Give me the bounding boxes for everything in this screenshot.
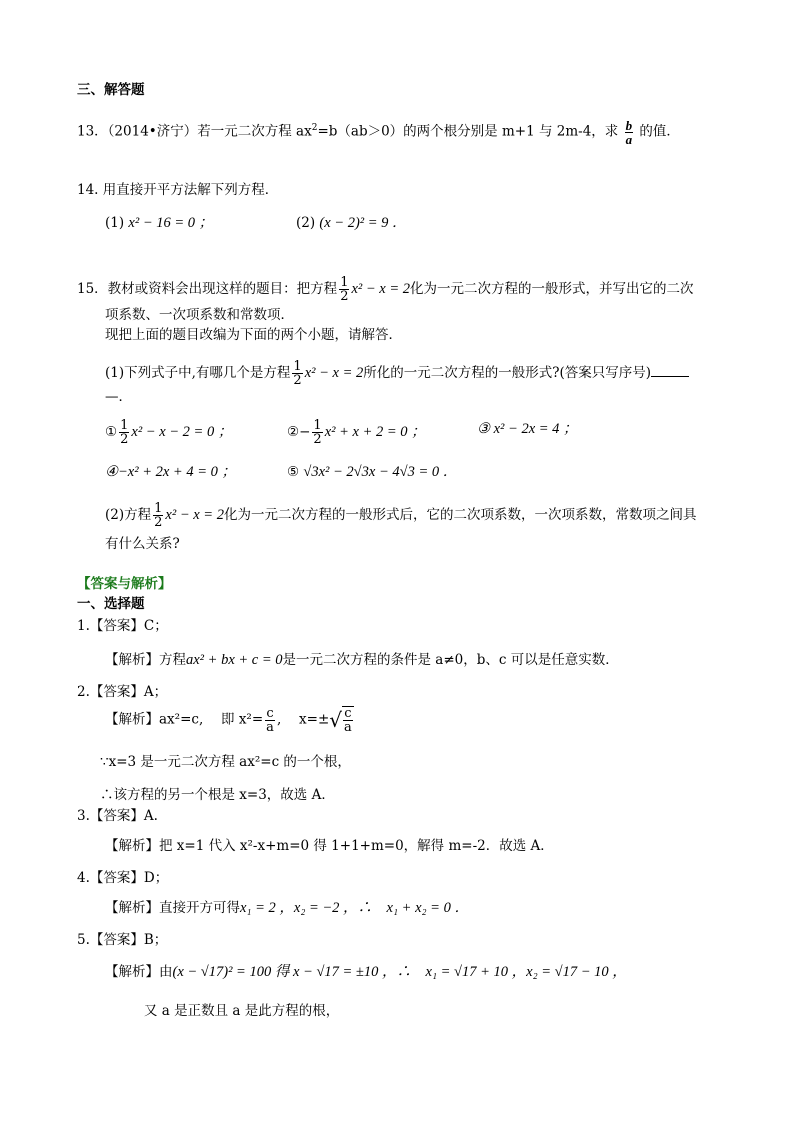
answer-3-head: 3.【答案】A. [77, 808, 158, 824]
answer-3-body: 【解析】把 x=1 代入 x²-x+m=0 得 1+1+m=0，解得 m=-2．故选 A． [105, 838, 554, 854]
question-15-sub-1: (1)下列式子中,有哪几个是方程 $\frac{1}{2}$ x² − x = 2所化的一元二次方程的一般形式?(答案只写序号) [105, 360, 689, 387]
question-15-line-1: 15．教材或资料会出现这样的题目：把方程 $\frac{1}{2}$ x² − x = 2化为一元二次方程的一般形式，并写出它的二次 [77, 275, 694, 304]
option-5: ⑤ √3x² − 2√3x − 4√3 = 0 ． [287, 464, 458, 480]
fraction-b-over-a: $\frac{b}{a}$ [625, 117, 633, 147]
question-14-part-2: (2) (x − 2)² = 9 ． [296, 215, 407, 231]
answer-5-body: 【解析】由(x − √17)² = 100 得 x − √17 = ±10 ，∴ x₁ = √17 + 10 ，x₂ = √17 − 10 ， [105, 964, 627, 980]
question-13: 13．（2014•济宁）若一元二次方程 $ax^2=b(ab>0)$的两个根分别是 m+1 与 2m-4，求 $\frac{b}{a}$ 的值． [77, 117, 680, 147]
question-15-line-2: 项系数、一次项系数和常数项． [105, 307, 294, 323]
option-2: ②− $\frac{1}{2}$ x² + x + 2 = 0 ； [287, 418, 426, 447]
option-4: ④−x² + 2x + 4 = 0 ； [105, 464, 236, 480]
answer-2-line-3: ∴该方程的另一个根是 x=3，故选 A． [100, 787, 335, 803]
option-3: ③ x² − 2x = 4 ； [477, 421, 578, 437]
answer-2-body: 【解析】ax²=c, 即 x²= $\frac{c}{a}$ , x=±√ $\frac{c}{a}$ [105, 705, 352, 735]
answer-2-line-2: ∵x=3 是一元二次方程 ax²=c 的一个根， [100, 754, 351, 770]
answer-blank [651, 362, 689, 377]
question-14-part-1: (1) x² − 16 = 0 ； [105, 215, 214, 231]
section-heading: 三、解答题 [77, 82, 145, 98]
answer-1-body: 【解析】方程ax² + bx + c = 0是一元二次方程的条件是 a≠0，b、c 可以是任意实数． [105, 652, 619, 668]
answer-2-head: 2.【答案】A； [77, 684, 168, 700]
question-14: 14. 用直接开平方法解下列方程． [77, 182, 279, 198]
answers-section-1: 一、选择题 [77, 596, 145, 612]
question-15-sub-1-cont: —． [105, 389, 132, 405]
question-15-sub-2-cont: 有什么关系? [105, 536, 180, 552]
answer-1-head: 1.【答案】C； [77, 618, 168, 634]
answer-4-body: 【解析】直接开方可得x₁ = 2 ，x₂ = −2 ，∴ x₁ + x₂ = 0 ． [105, 900, 469, 916]
answer-4-head: 4.【答案】D； [77, 870, 169, 886]
question-15-line-3: 现把上面的题目改编为下面的两个小题，请解答． [105, 327, 402, 343]
answer-5-line-2: 又 a 是正数且 a 是此方程的根， [144, 1003, 340, 1019]
answers-heading: 【答案与解析】 [77, 576, 172, 592]
question-15-sub-2: (2)方程 $\frac{1}{2}$ x² − x = 2化为一元二次方程的一般形式后，它的二次项系数，一次项系数，常数项之间具 [105, 501, 697, 530]
option-1: ① $\frac{1}{2}$ x² − x − 2 = 0 ； [105, 418, 233, 447]
answer-5-head: 5.【答案】B； [77, 932, 168, 948]
